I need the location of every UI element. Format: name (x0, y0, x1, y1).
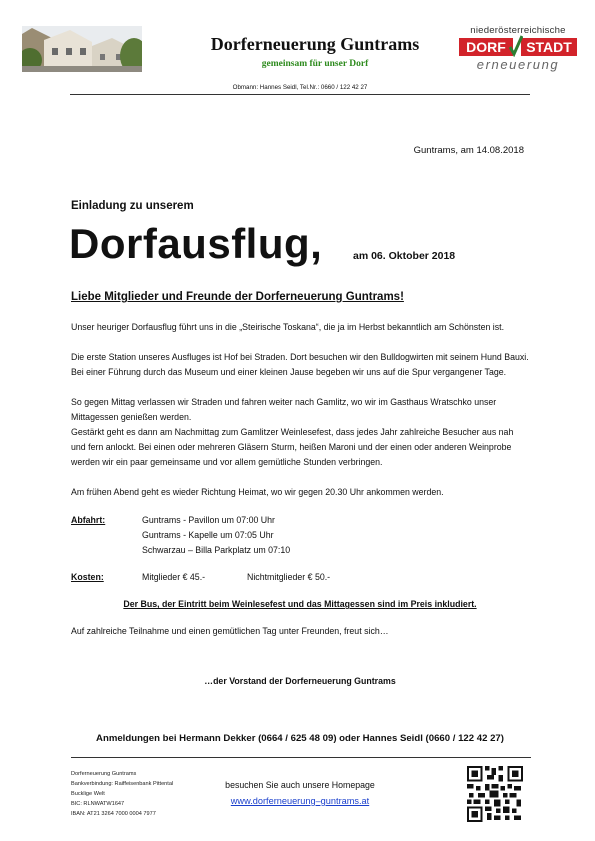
footer-line: Dorferneuerung Guntrams (71, 771, 137, 777)
obmann-line: Obmann: Hannes Seidl, Tel.Nr.: 0660 / 122 42 27 (70, 84, 530, 95)
departure-item: Guntrams - Pavillon um 07:00 Uhr (142, 515, 275, 525)
paragraph: Gestärkt geht es dann am Nachmittag zum Gamlitzer Weinlesefest, dass jedes Jahr zahlreiche Besucher aus nah und fern anlockt. Bei einen oder mehreren Gläsern Sturm, heißen Maroni und der einen oder anderen Weinprobe werden wir ein paar gemeinsame und vor allem gemütliche Stunden verbringen. (71, 427, 514, 467)
costs-label: Kosten: (71, 572, 104, 582)
trip-date: am 06. Oktober 2018 (353, 250, 456, 262)
signature: …der Vorstand der Dorferneuerung Guntrams (204, 676, 396, 686)
footer-bank-info (71, 769, 173, 819)
logo-stadt: STADT (521, 38, 577, 56)
departure-item: Schwarzau – Billa Parkplatz um 07:10 (142, 545, 291, 555)
village-photo (22, 26, 142, 72)
logo-top-text: niederösterreichische (470, 25, 566, 36)
qr-code-icon[interactable] (467, 766, 523, 822)
included-note: Der Bus, der Eintritt beim Weinlesefest und das Mittagessen sind im Preis inkludiert. (123, 599, 477, 609)
paragraph: So gegen Mittag verlassen wir Straden und fahren weiter nach Gamlitz, wo wir im Gasthaus Wratschko unser Mittagessen genießen werden. (71, 397, 497, 422)
letter-date: Guntrams, am 14.08.2018 (413, 145, 524, 156)
footer-divider (71, 757, 531, 758)
departure-item: Guntrams - Kapelle um 07:05 Uhr (142, 530, 274, 540)
greeting: Liebe Mitglieder und Freunde der Dorferneuerung Guntrams! (71, 291, 404, 303)
closing-line: Auf zahlreiche Teilnahme und einen gemütlichen Tag unter Freunden, freut sich… (71, 626, 389, 636)
footer-line: BIC: RLNWATW1647 (71, 801, 125, 807)
dorf-stadt-logo (457, 25, 579, 73)
logo-dorf: DORF (459, 38, 513, 56)
paragraph: Unser heuriger Dorfausflug führt uns in die „Steirische Toskana“, die ja im Herbst bekanntlich am Schönsten ist. (71, 322, 505, 332)
paragraph: Am frühen Abend geht es wieder Richtung Heimat, wo wir gegen 20.30 Uhr ankommen werden. (71, 487, 444, 497)
cost-nonmembers: Nichtmitglieder € 50.- (247, 572, 331, 582)
footer-line: IBAN: AT21 3264 7000 0004 7977 (71, 811, 156, 817)
cost-members: Mitglieder € 45.- (142, 572, 206, 582)
homepage-text: besuchen Sie auch unsere Homepage (225, 780, 375, 790)
invite-line: Einladung zu unserem (71, 200, 194, 212)
org-subtitle: gemeinsam für unser Dorf (261, 59, 369, 69)
main-title: Dorfausflug, (69, 220, 323, 267)
homepage-link[interactable]: www.dorferneuerung–guntrams.at (230, 796, 370, 806)
paragraph: Die erste Station unseres Ausfluges ist Hof bei Straden. Dort besuchen wir den Bulldogwirten mit seinem Hund Bauxi. Bei einer Führung durch das Museum und einer kleinen Jause begeben wir uns auf die Spur vergangener Tage. (71, 352, 529, 377)
departure-label: Abfahrt: (71, 515, 106, 525)
footer-line: Bankverbindung: Raiffeisenbank Pittental (71, 781, 174, 787)
registration-info: Anmeldungen bei Hermann Dekker (0664 / 625 48 09) oder Hannes Seidl (0660 / 122 42 27) (96, 733, 504, 744)
footer-line: Bucklige Welt (71, 791, 105, 797)
org-title: Dorferneuerung Guntrams (210, 34, 420, 54)
logo-check-icon (509, 35, 523, 57)
logo-bottom-text: erneuerung (476, 57, 560, 72)
